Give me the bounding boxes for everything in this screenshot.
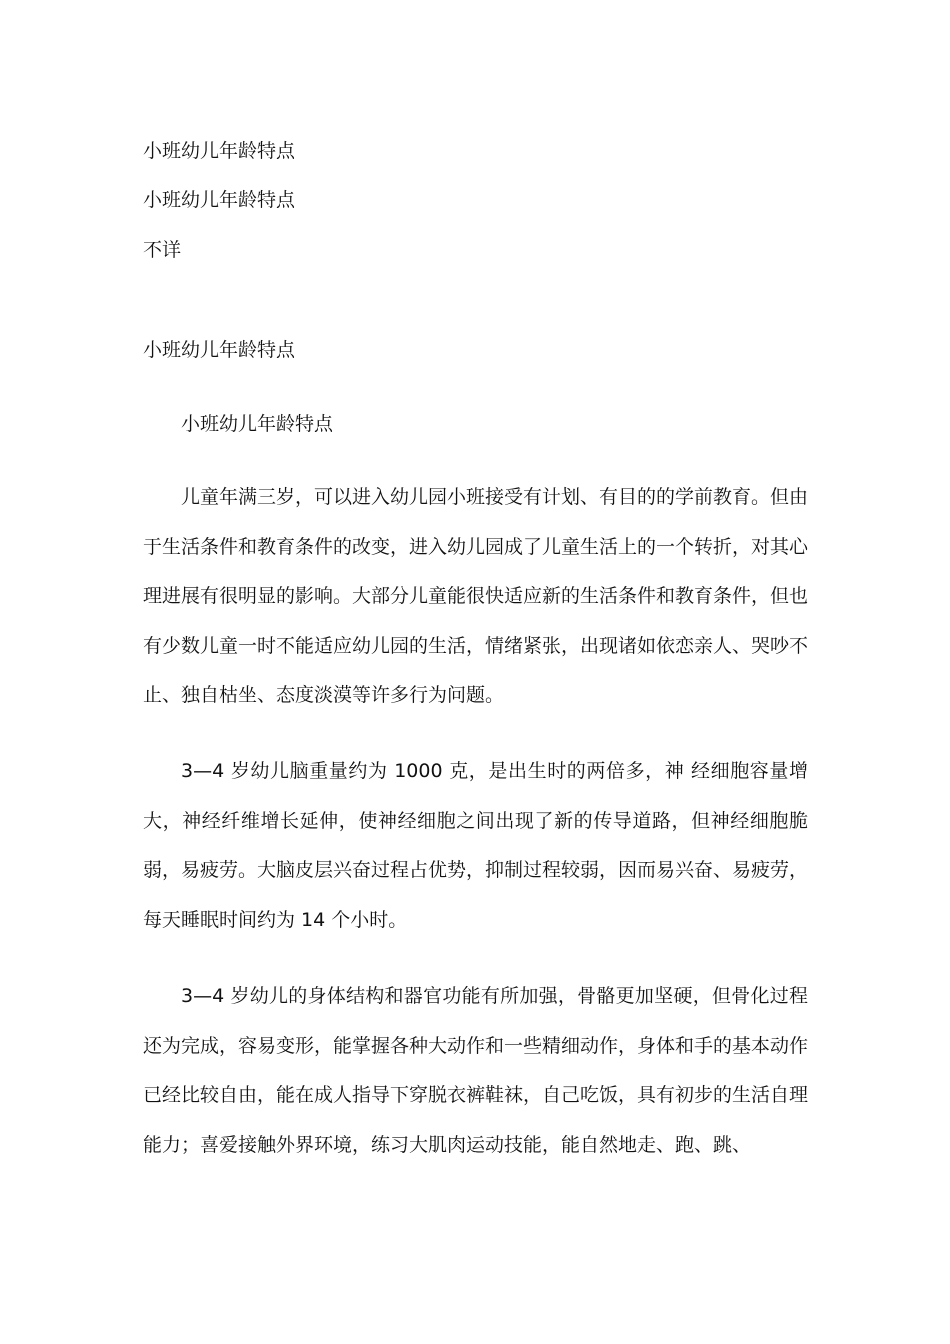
document-subtitle: 小班幼儿年龄特点 — [143, 189, 296, 211]
section-title: 小班幼儿年龄特点 — [143, 339, 296, 361]
document-title: 小班幼儿年龄特点 — [143, 140, 296, 162]
paragraph-1: 儿童年满三岁，可以进入幼儿园小班接受有计划、有目的的学前教育。但由于生活条件和教育条件的改变，进入幼儿园成了儿童生活上的一个转折，对其心理进展有很明显的影响。大部分儿童能很快适应新的生活条件和教育条件，但也有少数儿童一时不能适应幼儿园的生活，情绪紧张，出现诸如依恋亲人、哭吵不止、独自枯坐、态度淡漠等许多行为问题。 — [143, 486, 809, 706]
paragraph-2: 3—4 岁幼儿脑重量约为 1000 克，是出生时的两倍多，神 经细胞容量增大，神经纤维增长延伸，使神经细胞之间出现了新的传导道路，但神经细胞脆弱，易疲劳。大脑皮层兴奋过程占优势，抑制过程较弱，因而易兴奋、易疲劳，每天睡眠时间约为 14 个小时。 — [143, 760, 809, 931]
section-heading: 小班幼儿年龄特点 — [181, 413, 334, 435]
paragraph-3: 3—4 岁幼儿的身体结构和器官功能有所加强，骨骼更加坚硬，但骨化过程还为完成，容易变形，能掌握各种大动作和一些精细动作，身体和手的基本动作已经比较自由，能在成人指导下穿脱衣裤鞋袜，自己吃饭，具有初步的生活自理能力；喜爱接触外界环境，练习大肌肉运动技能，能自然地走、跑、跳、 — [143, 985, 809, 1156]
document-author: 不详 — [143, 239, 182, 261]
